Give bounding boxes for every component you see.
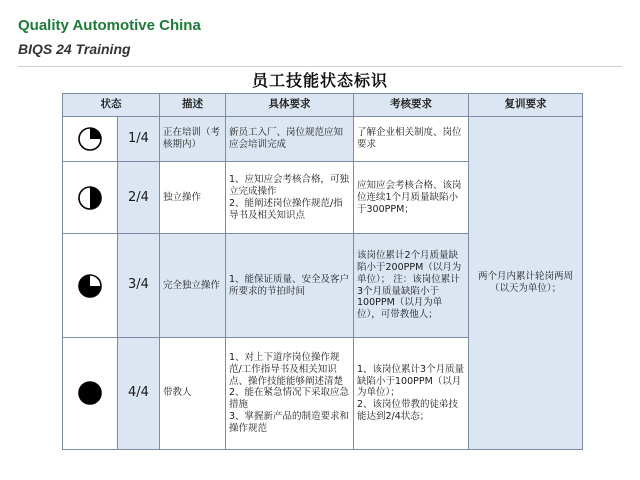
course-subtitle: BIQS 24 Training: [18, 41, 131, 57]
specific-requirements: 1、应知应会考核合格，可独立完成操作 2、能阐述岗位操作规范/指导书及相关知识点: [226, 162, 354, 234]
column-header-description: 描述: [160, 94, 226, 117]
status-description: 完全独立操作: [160, 234, 226, 337]
half-filled-circle-icon: [77, 185, 103, 211]
column-header-retraining: 复训要求: [469, 94, 583, 117]
full-filled-circle-icon: [77, 380, 103, 406]
status-level: 2/4: [118, 162, 160, 234]
status-level: 4/4: [118, 337, 160, 449]
header-divider: [18, 66, 622, 67]
assessment-requirements: 了解企业相关制度、岗位要求: [354, 117, 469, 162]
status-icon-cell: [63, 162, 118, 234]
status-icon-cell: [63, 337, 118, 449]
assessment-requirements: 该岗位累计2个月质量缺陷小于200PPM（以月为单位）； 注：该岗位累计3个月质量缺陷小于100PPM（以月为单位），可带教他人；: [354, 234, 469, 337]
three-quarter-filled-circle-icon: [77, 273, 103, 299]
table-row: [63, 117, 583, 162]
skill-status-table: [62, 93, 583, 450]
status-level: 3/4: [118, 234, 160, 337]
status-description: 正在培训（考核期内）: [160, 117, 226, 162]
status-level: 1/4: [118, 117, 160, 162]
assessment-requirements: 1、该岗位累计3个月质量缺陷小于100PPM（以月为单位）； 2、该岗位带教的徒弟技能达到2/4状态；: [354, 337, 469, 449]
brand-title: Quality Automotive China: [18, 17, 201, 34]
retraining-requirements: 两个月内累计轮岗两周（以天为单位）；: [469, 117, 583, 450]
column-header-requirements: 具体要求: [226, 94, 354, 117]
column-header-status: 状态: [63, 94, 160, 117]
specific-requirements: 新员工入厂、岗位规范应知应会培训完成: [226, 117, 354, 162]
status-description: 带教人: [160, 337, 226, 449]
status-icon-cell: [63, 234, 118, 337]
quarter-filled-circle-icon: [77, 126, 103, 152]
column-header-assessment: 考核要求: [354, 94, 469, 117]
assessment-requirements: 应知应会考核合格、该岗位连续1个月质量缺陷小于300PPM；: [354, 162, 469, 234]
specific-requirements: 1、对上下道序岗位操作规范/工作指导书及相关知识点、操作技能能够阐述清楚 2、能在紧急情况下采取应急措施 3、掌握新产品的制造要求和操作规范: [226, 337, 354, 449]
page-title: 员工技能状态标识: [251, 71, 388, 90]
specific-requirements: 1、能保证质量、安全及客户所要求的节拍时间: [226, 234, 354, 337]
status-description: 独立操作: [160, 162, 226, 234]
table-header-row: [63, 94, 583, 117]
status-icon-cell: [63, 117, 118, 162]
